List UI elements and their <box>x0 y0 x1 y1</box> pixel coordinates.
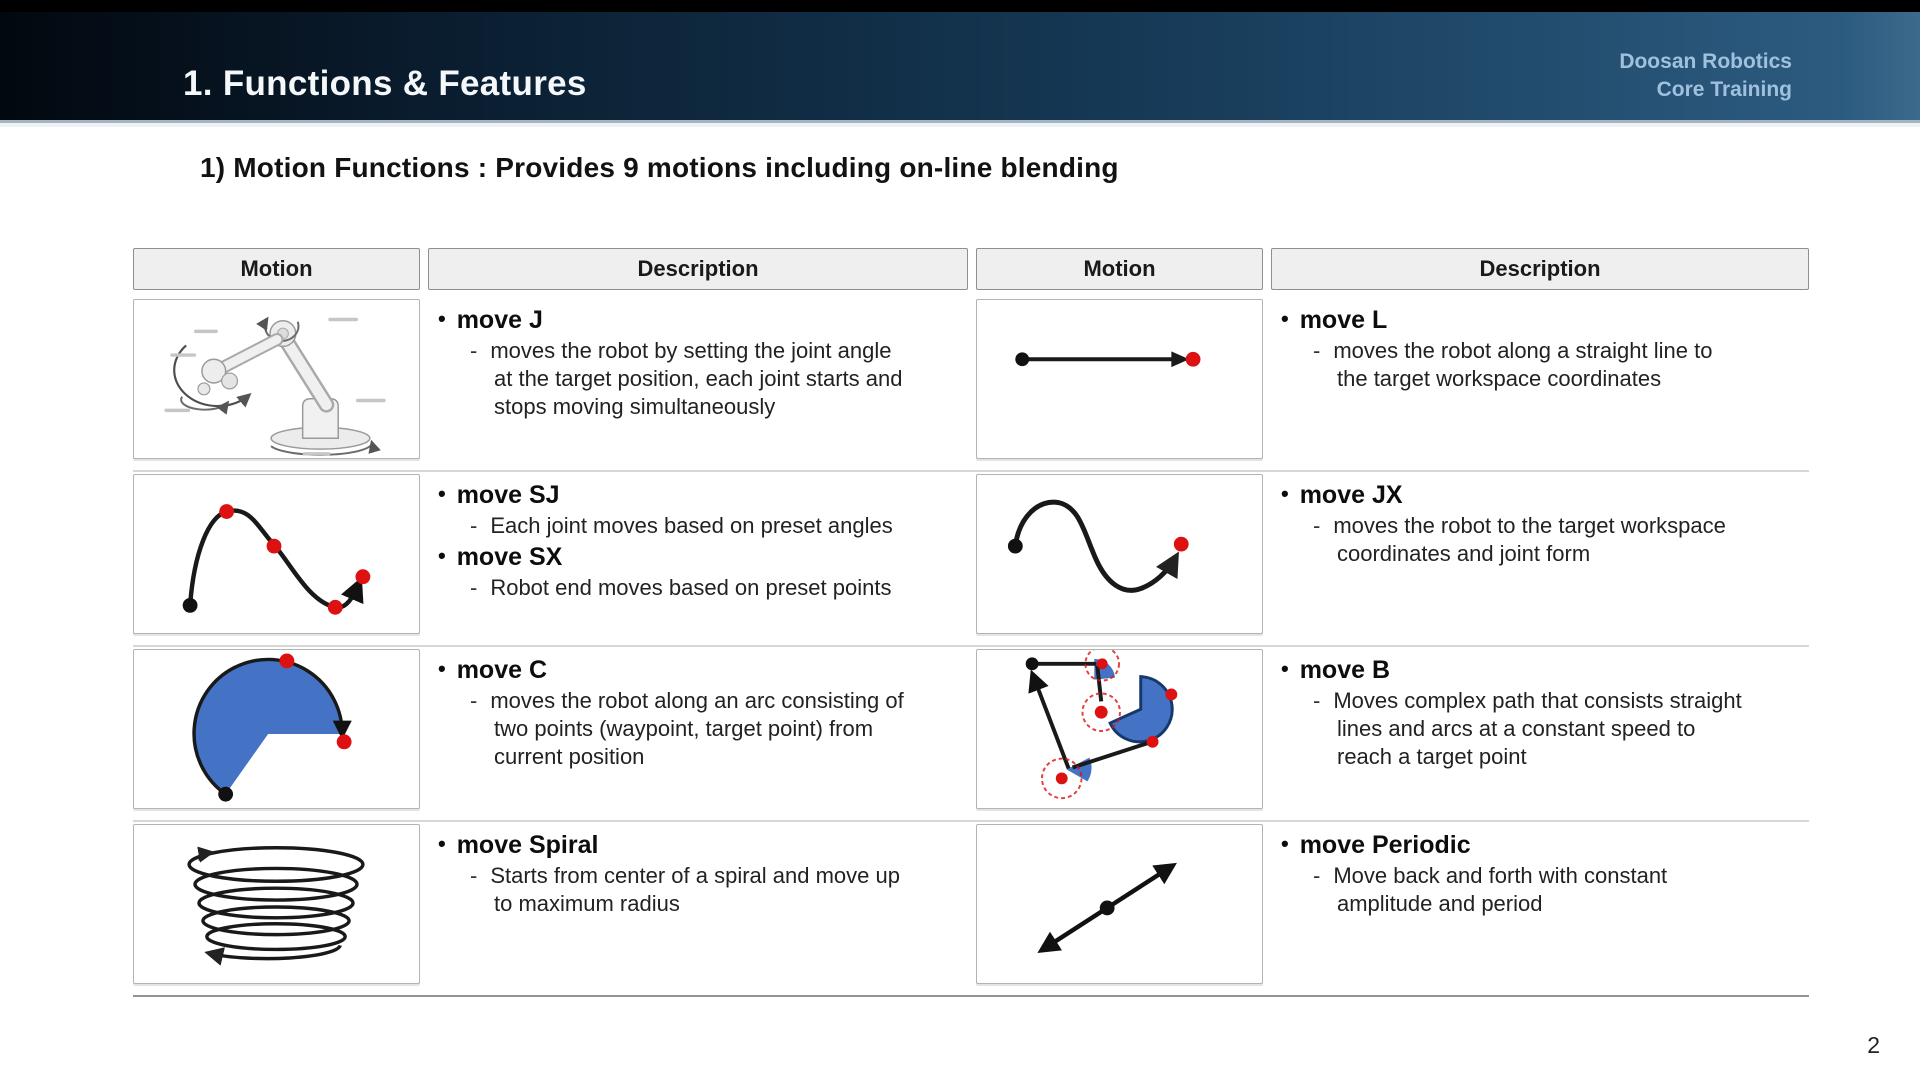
motion-description: - Starts from center of a spiral and move up to maximum radius <box>438 862 904 918</box>
s-curve-to-target-icon <box>977 475 1262 633</box>
description-cell <box>1271 472 1809 645</box>
description-cell <box>428 297 968 470</box>
blend-path-diagram-box <box>976 649 1263 809</box>
motion-cell <box>976 647 1263 820</box>
table-row <box>133 647 1809 822</box>
description-cell <box>1271 297 1809 470</box>
description-cell <box>1271 822 1809 995</box>
motion-name: • move L <box>1281 306 1809 335</box>
page-number: 2 <box>1867 1032 1880 1058</box>
column-header-description-2: Description <box>1271 248 1809 290</box>
motion-name: • move C <box>438 656 968 685</box>
motion-description: - moves the robot by setting the joint angle at the target position, each joint starts and stops moving simultaneously <box>438 337 904 421</box>
description-cell <box>1271 647 1809 820</box>
motion-cell <box>133 472 420 645</box>
motion-description: - moves the robot along an arc consisting of two points (waypoint, target point) from current position <box>438 687 904 771</box>
motion-description: - moves the robot along a straight line to the target workspace coordinates <box>1281 337 1747 393</box>
motion-cell <box>976 822 1263 995</box>
table-row <box>133 297 1809 472</box>
description-cell <box>428 822 968 995</box>
motion-cell <box>133 822 420 995</box>
brand-line-2: Core Training <box>1656 78 1792 101</box>
section-subtitle: 1) Motion Functions : Provides 9 motions including on-line blending <box>200 152 1119 183</box>
robot-arm-diagram-box <box>133 299 420 459</box>
s-curve-diagram-box <box>976 474 1263 634</box>
motion-description: - moves the robot to the target workspace coordinates and joint form <box>1281 512 1747 568</box>
arc-diagram-box <box>133 649 420 809</box>
header-bar <box>0 12 1920 123</box>
robot-arm-joint-rotation-icon <box>134 300 419 458</box>
brand <box>1619 48 1792 104</box>
motion-table <box>133 248 1809 997</box>
motion-description: - Each joint moves based on preset angles <box>438 512 904 540</box>
motion-name: • move SJ <box>438 481 968 510</box>
brand-line-1: Doosan Robotics <box>1619 50 1792 73</box>
spline-through-waypoints-icon <box>134 475 419 633</box>
page-title: 1. Functions & Features <box>183 64 587 103</box>
spline-diagram-box <box>133 474 420 634</box>
motion-cell <box>976 472 1263 645</box>
motion-cell <box>976 297 1263 470</box>
filled-arc-two-points-icon <box>134 650 419 808</box>
motion-cell <box>133 647 420 820</box>
column-header-motion-1: Motion <box>133 248 420 290</box>
column-header-motion-2: Motion <box>976 248 1263 290</box>
description-cell <box>428 647 968 820</box>
motion-name: • move Spiral <box>438 831 968 860</box>
description-cell <box>428 472 968 645</box>
table-row <box>133 822 1809 997</box>
straight-line-diagram-box <box>976 299 1263 459</box>
motion-name: • move SX <box>438 543 968 572</box>
motion-description: - Moves complex path that consists straight lines and arcs at a constant speed to reach a target point <box>1281 687 1747 771</box>
motion-name: • move Periodic <box>1281 831 1809 860</box>
table-header-row <box>133 248 1809 290</box>
top-border-strip <box>0 0 1920 12</box>
table-row <box>133 472 1809 647</box>
motion-name: • move B <box>1281 656 1809 685</box>
double-arrow-diagram-box <box>976 824 1263 984</box>
motion-cell <box>133 297 420 470</box>
spiral-coil-icon <box>134 825 419 983</box>
spiral-diagram-box <box>133 824 420 984</box>
back-and-forth-double-arrow-icon <box>977 825 1262 983</box>
motion-name: • move JX <box>1281 481 1809 510</box>
blended-path-lines-and-arcs-icon <box>977 650 1262 808</box>
motion-description: - Robot end moves based on preset points <box>438 574 904 602</box>
motion-description: - Move back and forth with constant amplitude and period <box>1281 862 1747 918</box>
straight-line-point-to-point-icon <box>977 300 1262 458</box>
column-header-description-1: Description <box>428 248 968 290</box>
motion-name: • move J <box>438 306 968 335</box>
